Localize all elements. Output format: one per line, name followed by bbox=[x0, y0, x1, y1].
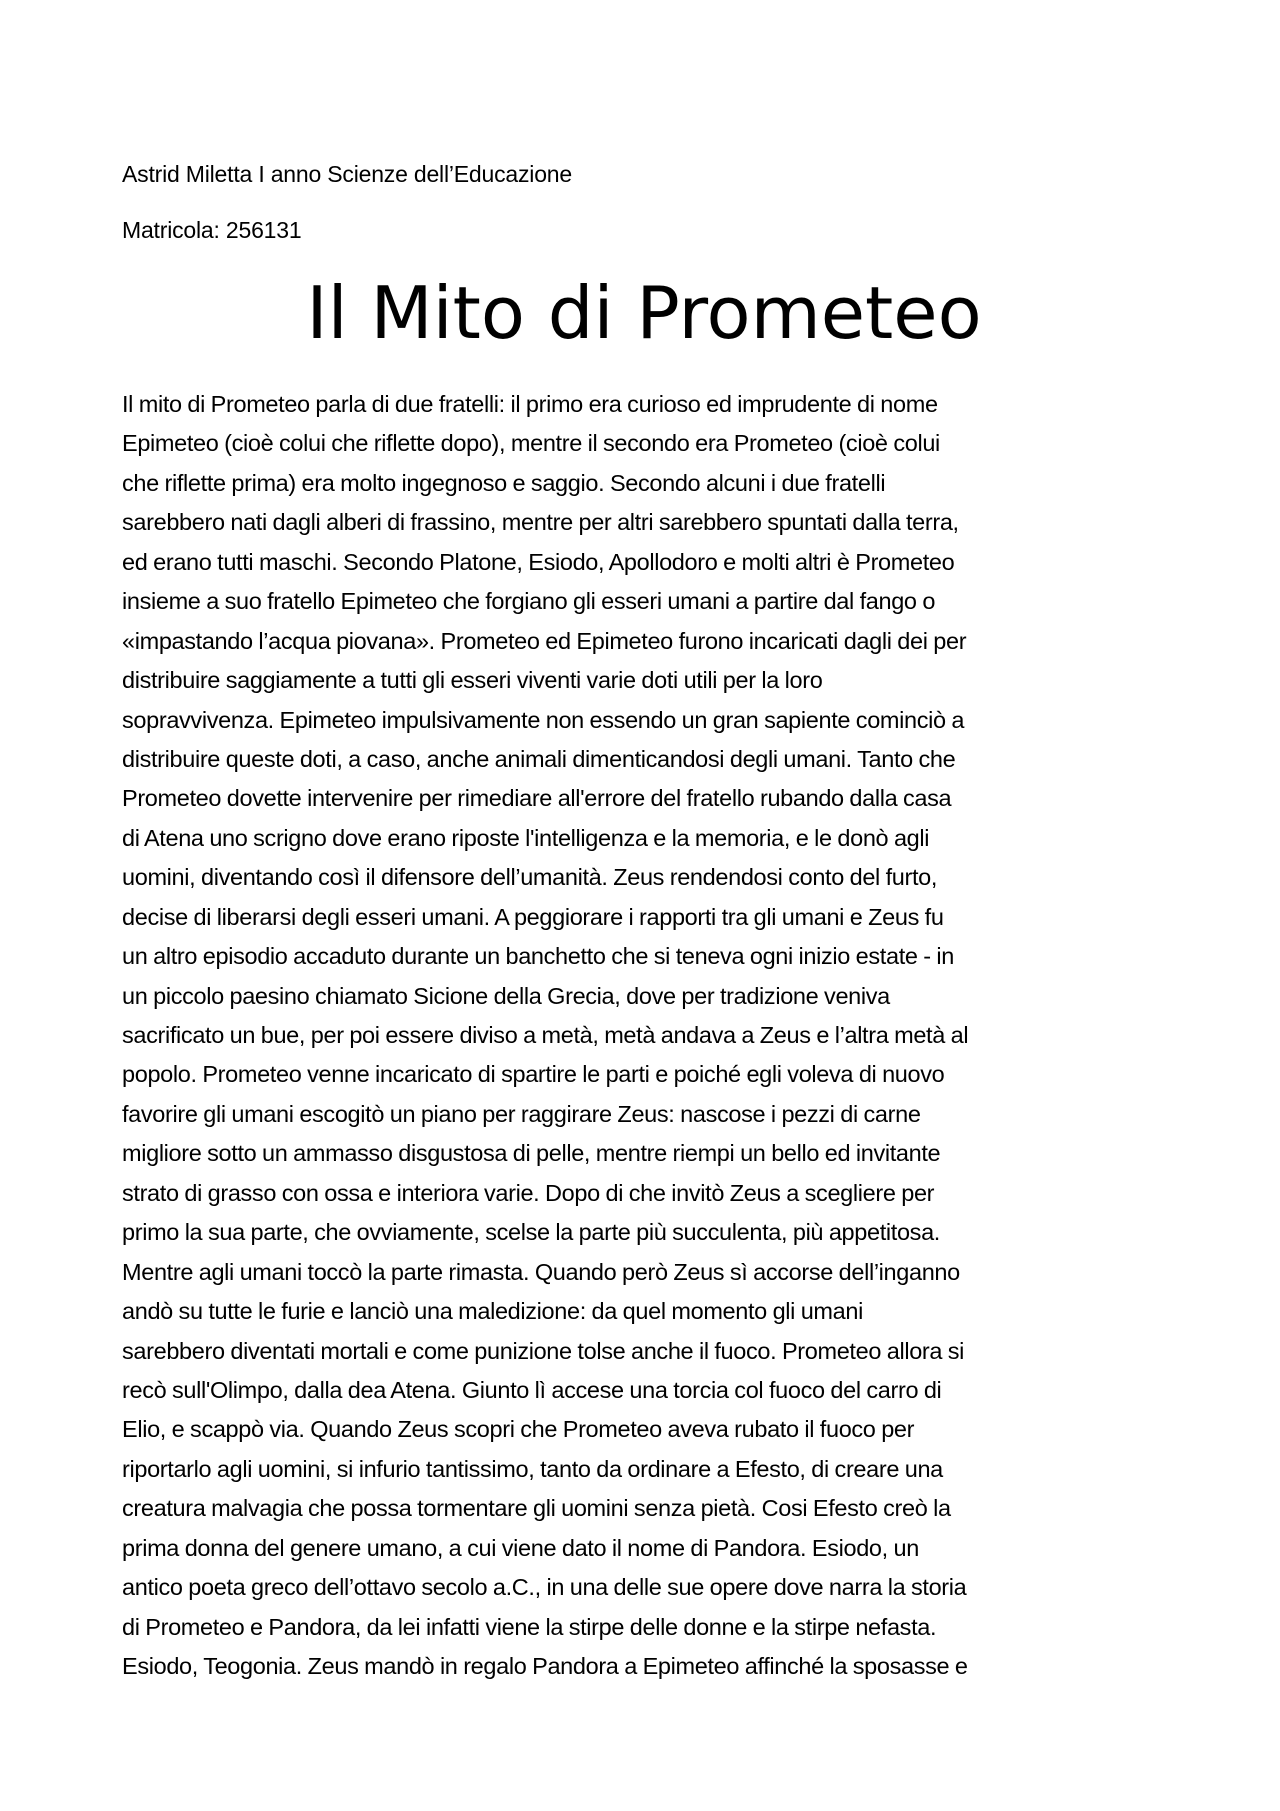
body-line: di Atena uno scrigno dove erano riposte l'intelligenza e la memoria, e le donò agli bbox=[122, 824, 930, 851]
body-line: Mentre agli umani toccò la parte rimasta. Quando però Zeus sì accorse dell’inganno bbox=[122, 1258, 960, 1285]
body-line: prima donna del genere umano, a cui viene dato il nome di Pandora. Esiodo, un bbox=[122, 1534, 919, 1561]
body-line: sarebbero diventati mortali e come punizione tolse anche il fuoco. Prometeo allora si bbox=[122, 1337, 965, 1364]
author-line: Astrid Miletta I anno Scienze dell’Educazione bbox=[122, 161, 572, 187]
body-line: riportarlo agli uomini, si infurio tantissimo, tanto da ordinare a Efesto, di creare una bbox=[122, 1455, 943, 1482]
body-line: di Prometeo e Pandora, da lei infatti viene la stirpe delle donne e la stirpe nefasta. bbox=[122, 1613, 937, 1640]
page-title: Il Mito di Prometeo bbox=[306, 271, 982, 355]
body-line: Esiodo, Teogonia. Zeus mandò in regalo Pandora a Epimeteo affinché la sposasse e bbox=[122, 1653, 968, 1679]
body-line: recò sull'Olimpo, dalla dea Atena. Giunto lì accese una torcia col fuoco del carro di bbox=[122, 1376, 942, 1403]
matricola-line: Matricola: 256131 bbox=[122, 217, 302, 243]
body-line: distribuire saggiamente a tutti gli esseri viventi varie doti utili per la loro bbox=[122, 667, 823, 694]
body-line: un altro episodio accaduto durante un banchetto che si teneva ogni inizio estate - in bbox=[122, 943, 955, 970]
body-line: favorire gli umani escogitò un piano per raggirare Zeus: nascose i pezzi di carne bbox=[122, 1100, 921, 1127]
body-line: Prometeo dovette intervenire per rimediare all'errore del fratello rubando dalla casa bbox=[122, 785, 952, 812]
body-line: sopravvivenza. Epimeteo impulsivamente non essendo un gran sapiente cominciò a bbox=[122, 706, 965, 733]
body-line: ed erano tutti maschi. Secondo Platone, Esiodo, Apollodoro e molti altri è Prometeo bbox=[122, 548, 955, 575]
body-line: popolo. Prometeo venne incaricato di spartire le parti e poiché egli voleva di nuovo bbox=[122, 1061, 945, 1088]
body-line: migliore sotto un ammasso disgustosa di pelle, mentre riempi un bello ed invitante bbox=[122, 1140, 941, 1167]
body-line: che riflette prima) era molto ingegnoso e saggio. Secondo alcuni i due fratelli bbox=[122, 469, 886, 496]
body-line: Elio, e scappò via. Quando Zeus scopri che Prometeo aveva rubato il fuoco per bbox=[122, 1416, 915, 1443]
body-line: Il mito di Prometeo parla di due fratelli: il primo era curioso ed imprudente di nome bbox=[122, 391, 938, 417]
body-line: creatura malvagia che possa tormentare gli uomini senza pietà. Cosi Efesto creò la bbox=[122, 1495, 951, 1522]
body-line: Epimeteo (cioè colui che riflette dopo), mentre il secondo era Prometeo (cioè colui bbox=[122, 430, 940, 457]
body-line: decise di liberarsi degli esseri umani. A peggiorare i rapporti tra gli umani e Zeus fu bbox=[122, 903, 944, 930]
body-paragraph bbox=[122, 385, 1182, 1686]
body-line: un piccolo paesino chiamato Sicione della Grecia, dove per tradizione veniva bbox=[122, 982, 890, 1009]
body-line: distribuire queste doti, a caso, anche animali dimenticandosi degli umani. Tanto che bbox=[122, 745, 956, 772]
body-line: antico poeta greco dell’ottavo secolo a.C., in una delle sue opere dove narra la storia bbox=[122, 1574, 967, 1601]
body-line: strato di grasso con ossa e interiora varie. Dopo di che invitò Zeus a scegliere per bbox=[122, 1179, 935, 1206]
body-line: primo la sua parte, che ovviamente, scelse la parte più succulenta, più appetitosa. bbox=[122, 1219, 940, 1246]
body-line: «impastando l’acqua piovana». Prometeo ed Epimeteo furono incaricati dagli dei per bbox=[122, 627, 967, 654]
body-line: uomini, diventando così il difensore dell’umanità. Zeus rendendosi conto del furto, bbox=[122, 864, 938, 891]
body-line: andò su tutte le furie e lanciò una maledizione: da quel momento gli umani bbox=[122, 1298, 863, 1325]
body-line: sacrificato un bue, per poi essere diviso a metà, metà andava a Zeus e l’altra metà al bbox=[122, 1022, 969, 1048]
body-line: insieme a suo fratello Epimeteo che forgiano gli esseri umani a partire dal fango o bbox=[122, 588, 936, 615]
body-line: sarebbero nati dagli alberi di frassino, mentre per altri sarebbero spuntati dalla terra, bbox=[122, 509, 959, 536]
